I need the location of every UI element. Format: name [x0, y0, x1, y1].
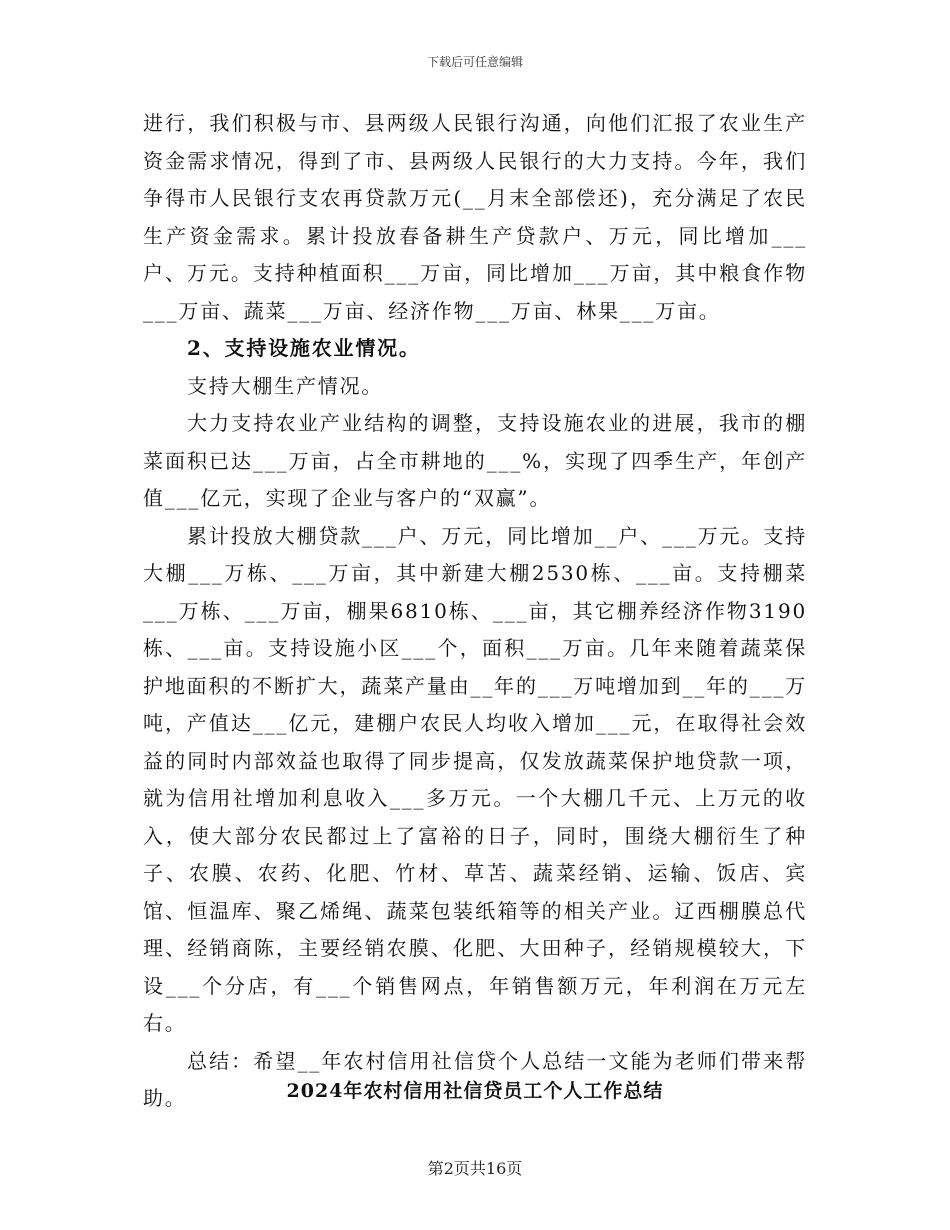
section-heading-facility-agriculture: 2、支持设施农业情况。	[187, 336, 421, 360]
paragraph-funding: 进行，我们积极与市、县两级人民银行沟通，向他们汇报了农业生产资金需求情况，得到了市、县两级人民银行的大力支持。今年，我们争得市人民银行支农再贷款万元(__月末全部偿还)，充分满足了农民生产资金需求。累计投放春备耕生产贷款户、万元，同比增加___户、万元。支持种植面积___万亩，同比增加___万亩，其中粮食作物___万亩、蔬菜___万亩、经济作物___万亩、林果___万亩。	[143, 111, 807, 323]
paragraph-greenhouse-support: 支持大棚生产情况。	[187, 373, 384, 398]
document-body	[143, 105, 807, 1118]
paragraph-industry-structure: 大力支持农业产业结构的调整，支持设施农业的进展，我市的棚菜面积已达___万亩，占全市耕地的___%，实现了四季生产，年创产值___亿元，实现了企业与客户的“双赢”。	[143, 411, 807, 510]
page-header: 下载后可任意编辑	[426, 55, 523, 69]
paragraph-greenhouse-loans: 累计投放大棚贷款___户、万元，同比增加__户、___万元。支持大棚___万栋、___万亩，其中新建大棚2530栋、___亩。支持棚菜___万栋、___万亩，棚果6810栋、___亩，其它棚养经济作物3190栋、___亩。支持设施小区___个，面积___万亩。几年来随着蔬菜保护地面积的不断扩大，蔬菜产量由__年的___万吨增加到__年的___万吨，产值达___亿元，建棚户农民人均收入增加___元，在取得社会效益的同时内部效益也取得了同步提高，仅发放蔬菜保护地贷款一项，就为信用社增加利息收入___多万元。一个大棚几千元、上万元的收入，使大部分农民都过上了富裕的日子，同时，围绕大棚衍生了种子、农膜、农药、化肥、竹材、草苫、蔬菜经销、运输、饭店、宾馆、恒温库、聚乙烯绳、蔬菜包装纸箱等的相关产业。辽西棚膜总代理、经销商陈，主要经销农膜、化肥、大田种子，经销规模较大，下设___个分店，有___个销售网点，年销售额万元，年利润在万元左右。	[143, 523, 807, 1035]
document-title: 2024年农村信用社信贷员工个人工作总结	[286, 1080, 664, 1102]
paragraph-summary: 总结：希望__年农村信用社信贷个人总结一文能为老师们带来帮助。	[143, 1048, 807, 1110]
page-number: 第2页共16页	[427, 1159, 523, 1178]
